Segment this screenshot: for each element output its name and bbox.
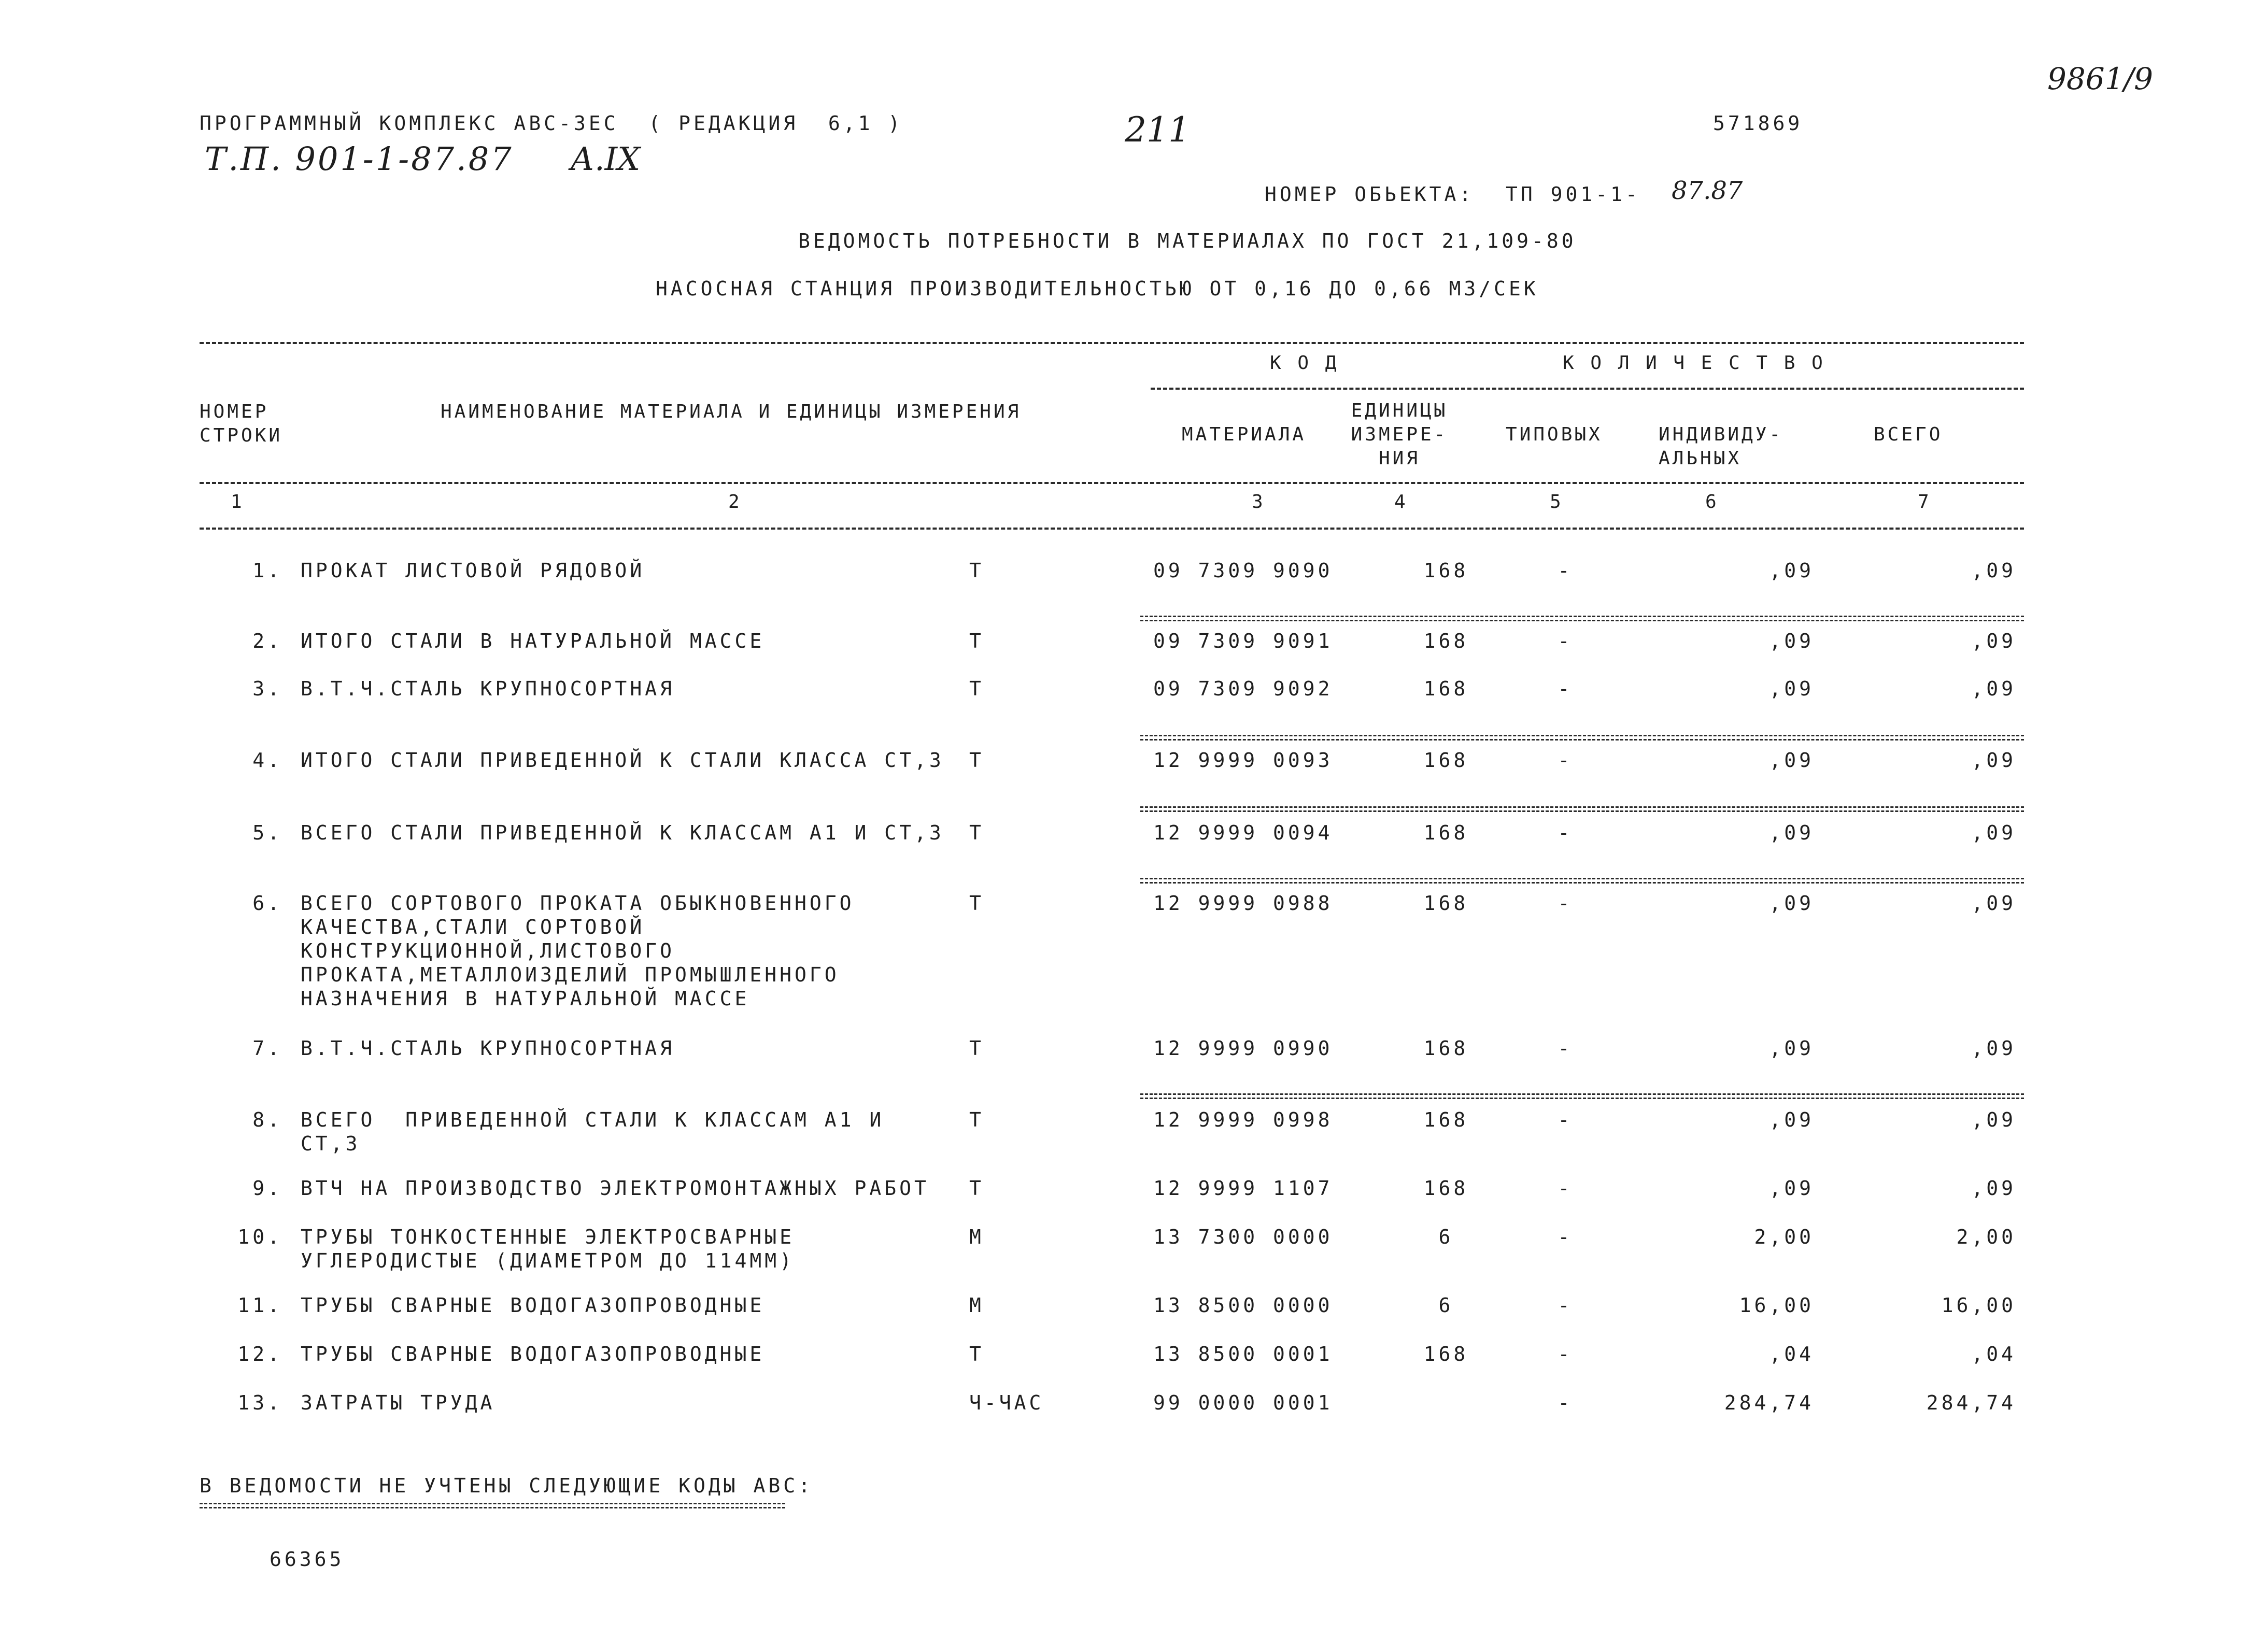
material-name: ЗАТРАТЫ ТРУДА — [301, 1391, 496, 1414]
individual-quantity: ,04 — [1769, 1343, 1814, 1365]
individual-quantity: 284,74 — [1724, 1391, 1814, 1414]
material-code: 09 7309 9092 — [1153, 677, 1333, 700]
typical-quantity: - — [1558, 821, 1573, 844]
header-material-code: МАТЕРИАЛА — [1182, 424, 1307, 445]
row-number: 12. — [237, 1343, 282, 1365]
typical-quantity: - — [1558, 1177, 1573, 1200]
unit-of-measure: Т — [969, 1108, 984, 1131]
unit-of-measure: Т — [969, 1037, 984, 1060]
row-number: 10. — [237, 1226, 282, 1248]
unit-of-measure: М — [969, 1226, 984, 1248]
material-name: ВСЕГО ПРИВЕДЕННОЙ СТАЛИ К КЛАССАМ А1 И СТ,3 — [301, 1108, 885, 1155]
col-number-6: 6 — [1705, 491, 1719, 512]
total-quantity: ,09 — [1971, 1037, 2016, 1060]
typical-quantity: - — [1558, 1391, 1573, 1414]
col-number-5: 5 — [1550, 491, 1564, 512]
unit-code: 168 — [1423, 677, 1469, 700]
document-subtitle: НАСОСНАЯ СТАНЦИЯ ПРОИЗВОДИТЕЛЬНОСТЬЮ ОТ 0,16 ДО 0,66 М3/СЕК — [656, 277, 1539, 300]
material-code: 13 7300 0000 — [1153, 1226, 1333, 1248]
individual-quantity: ,09 — [1769, 749, 1814, 772]
unit-code: 168 — [1423, 749, 1469, 772]
typical-quantity: - — [1558, 1037, 1573, 1060]
unit-code: 168 — [1423, 630, 1469, 652]
row-number: 3. — [252, 677, 282, 700]
object-value: ТП 901-1- — [1506, 183, 1640, 206]
unit-code: 168 — [1423, 892, 1469, 915]
row-number: 9. — [252, 1177, 282, 1200]
header-total: ВСЕГО — [1874, 424, 1943, 445]
material-code: 09 7309 9091 — [1153, 630, 1333, 652]
total-quantity: ,09 — [1971, 559, 2016, 582]
row-number: 5. — [252, 821, 282, 844]
handwritten-corner-number: 9861/9 — [2047, 61, 2154, 96]
typical-quantity: - — [1558, 749, 1573, 772]
row-number: 11. — [237, 1294, 282, 1317]
row-number: 1. — [252, 559, 282, 582]
unit-code: 168 — [1423, 559, 1469, 582]
individual-quantity: ,09 — [1769, 677, 1814, 700]
total-quantity: ,09 — [1971, 749, 2016, 772]
total-quantity: ,04 — [1971, 1343, 2016, 1365]
header-unit-code: ЕДИНИЦЫ ИЗМЕРЕ- НИЯ — [1351, 400, 1448, 469]
material-name: ТРУБЫ ТОНКОСТЕННЫЕ ЭЛЕКТРОСВАРНЫЕ УГЛЕРОДИСТЫЕ (ДИАМЕТРОМ ДО 114ММ) — [301, 1226, 795, 1272]
total-quantity: 2,00 — [1956, 1226, 2016, 1248]
individual-quantity: ,09 — [1769, 1177, 1814, 1200]
subtotal-separator — [1140, 616, 2024, 621]
unit-of-measure: Т — [969, 1343, 984, 1365]
unit-of-measure: Т — [969, 749, 984, 772]
row-number: 2. — [252, 630, 282, 652]
material-name: ТРУБЫ СВАРНЫЕ ВОДОГАЗОПРОВОДНЫЕ — [301, 1343, 765, 1365]
unit-of-measure: Т — [969, 559, 984, 582]
subtotal-separator — [1140, 878, 2024, 884]
footer-note: В ВЕДОМОСТИ НЕ УЧТЕНЫ СЛЕДУЮЩИЕ КОДЫ АВС: — [200, 1474, 813, 1497]
handwritten-page-number: 211 — [1125, 110, 1190, 150]
unit-of-measure: Т — [969, 630, 984, 652]
unit-of-measure: Т — [969, 677, 984, 700]
header-typical: ТИПОВЫХ — [1506, 424, 1603, 445]
material-name: ВСЕГО СТАЛИ ПРИВЕДЕННОЙ К КЛАССАМ А1 И СТ,3 — [301, 821, 944, 844]
subtotal-separator — [1140, 1093, 2024, 1099]
col-number-7: 7 — [1918, 491, 1932, 512]
unit-of-measure: М — [969, 1294, 984, 1317]
footer-number: 66365 — [270, 1548, 345, 1571]
unit-of-measure: Ч-ЧАС — [969, 1391, 1044, 1414]
row-number: 7. — [252, 1037, 282, 1060]
material-name: ВТЧ НА ПРОИЗВОДСТВО ЭЛЕКТРОМОНТАЖНЫХ РАБОТ — [301, 1177, 929, 1200]
program-header: ПРОГРАММНЫЙ КОМПЛЕКС АВС-3ЕС ( РЕДАКЦИЯ 6,1 ) — [200, 112, 903, 135]
material-code: 12 9999 1107 — [1153, 1177, 1333, 1200]
typical-quantity: - — [1558, 1343, 1573, 1365]
total-quantity: ,09 — [1971, 677, 2016, 700]
row-number: 8. — [252, 1108, 282, 1131]
table-top-rule — [200, 342, 2024, 344]
header-quantity-group: К О Л И Ч Е С Т В О — [1563, 352, 1825, 374]
object-label: НОМЕР ОБЬЕКТА: — [1265, 183, 1475, 206]
material-code: 09 7309 9090 — [1153, 559, 1333, 582]
typical-quantity: - — [1558, 1108, 1573, 1131]
header-individual: ИНДИВИДУ- АЛЬНЫХ — [1659, 424, 1783, 469]
document-title: ВЕДОМОСТЬ ПОТРЕБНОСТИ В МАТЕРИАЛАХ ПО ГОСТ 21,109-80 — [798, 230, 1577, 252]
individual-quantity: ,09 — [1769, 1037, 1814, 1060]
unit-code: 168 — [1423, 1108, 1469, 1131]
row-number: 6. — [252, 892, 282, 915]
subtotal-separator — [1140, 735, 2024, 740]
material-name: В.Т.Ч.СТАЛЬ КРУПНОСОРТНАЯ — [301, 677, 675, 700]
material-name: ИТОГО СТАЛИ ПРИВЕДЕННОЙ К СТАЛИ КЛАССА СТ,3 — [301, 749, 944, 772]
material-code: 13 8500 0000 — [1153, 1294, 1333, 1317]
typical-quantity: - — [1558, 677, 1573, 700]
unit-code: 168 — [1423, 821, 1469, 844]
header-row-number: НОМЕР СТРОКИ — [200, 401, 283, 446]
document-number: 571869 — [1713, 112, 1803, 135]
unit-code: 6 — [1438, 1294, 1454, 1317]
header-code-group: К О Д — [1270, 352, 1339, 374]
handwritten-album: А.IX — [570, 140, 641, 178]
typical-quantity: - — [1558, 559, 1573, 582]
material-name: В.Т.Ч.СТАЛЬ КРУПНОСОРТНАЯ — [301, 1037, 675, 1060]
col-number-2: 2 — [728, 491, 742, 512]
total-quantity: ,09 — [1971, 892, 2016, 915]
material-name: ИТОГО СТАЛИ В НАТУРАЛЬНОЙ МАССЕ — [301, 630, 765, 652]
individual-quantity: ,09 — [1769, 630, 1814, 652]
individual-quantity: ,09 — [1769, 821, 1814, 844]
handwritten-project-code: Т.П. 901-1-87.87 — [205, 140, 514, 178]
material-name: ПРОКАТ ЛИСТОВОЙ РЯДОВОЙ — [301, 559, 645, 582]
total-quantity: 16,00 — [1941, 1294, 2016, 1317]
typical-quantity: - — [1558, 630, 1573, 652]
typical-quantity: - — [1558, 1226, 1573, 1248]
material-code: 12 9999 0998 — [1153, 1108, 1333, 1131]
material-name: ВСЕГО СОРТОВОГО ПРОКАТА ОБЫКНОВЕННОГО КАЧЕСТВА,СТАЛИ СОРТОВОЙ КОНСТРУКЦИОННОЙ,ЛИСТОВОГО ПРОКАТА,МЕТАЛЛОИЗДЕЛИЙ ПРОМЫШЛЕННОГО НАЗНАЧЕНИЯ В НАТУРАЛЬНОЙ МАССЕ — [301, 892, 855, 1010]
total-quantity: ,09 — [1971, 821, 2016, 844]
material-name: ТРУБЫ СВАРНЫЕ ВОДОГАЗОПРОВОДНЫЕ — [301, 1294, 765, 1317]
unit-of-measure: Т — [969, 892, 984, 915]
unit-code: 168 — [1423, 1037, 1469, 1060]
object-value-handwritten: 87.87 — [1672, 176, 1743, 205]
row-number: 13. — [237, 1391, 282, 1414]
typical-quantity: - — [1558, 892, 1573, 915]
total-quantity: ,09 — [1971, 630, 2016, 652]
total-quantity: ,09 — [1971, 1108, 2016, 1131]
unit-of-measure: Т — [969, 1177, 984, 1200]
col-number-4: 4 — [1394, 491, 1408, 512]
unit-code: 6 — [1438, 1226, 1454, 1248]
unit-code: 168 — [1423, 1177, 1469, 1200]
total-quantity: ,09 — [1971, 1177, 2016, 1200]
header-material-name: НАИМЕНОВАНИЕ МАТЕРИАЛА И ЕДИНИЦЫ ИЗМЕРЕНИЯ — [441, 401, 1022, 422]
individual-quantity: ,09 — [1769, 892, 1814, 915]
material-code: 12 9999 0093 — [1153, 749, 1333, 772]
column-number-rule — [200, 528, 2024, 530]
material-code: 99 0000 0001 — [1153, 1391, 1333, 1414]
individual-quantity: 2,00 — [1754, 1226, 1814, 1248]
material-code: 12 9999 0094 — [1153, 821, 1333, 844]
material-code: 13 8500 0001 — [1153, 1343, 1333, 1365]
col-number-1: 1 — [231, 491, 245, 512]
unit-of-measure: Т — [969, 821, 984, 844]
footer-underline — [200, 1503, 785, 1508]
typical-quantity: - — [1558, 1294, 1573, 1317]
individual-quantity: ,09 — [1769, 1108, 1814, 1131]
row-number: 4. — [252, 749, 282, 772]
individual-quantity: ,09 — [1769, 559, 1814, 582]
header-bottom-rule — [200, 482, 2024, 484]
total-quantity: 284,74 — [1926, 1391, 2016, 1414]
material-code: 12 9999 0988 — [1153, 892, 1333, 915]
subtotal-separator — [1140, 806, 2024, 812]
material-code: 12 9999 0990 — [1153, 1037, 1333, 1060]
unit-code: 168 — [1423, 1343, 1469, 1365]
col-number-3: 3 — [1252, 491, 1266, 512]
header-group-rule — [1151, 388, 2024, 390]
individual-quantity: 16,00 — [1739, 1294, 1814, 1317]
